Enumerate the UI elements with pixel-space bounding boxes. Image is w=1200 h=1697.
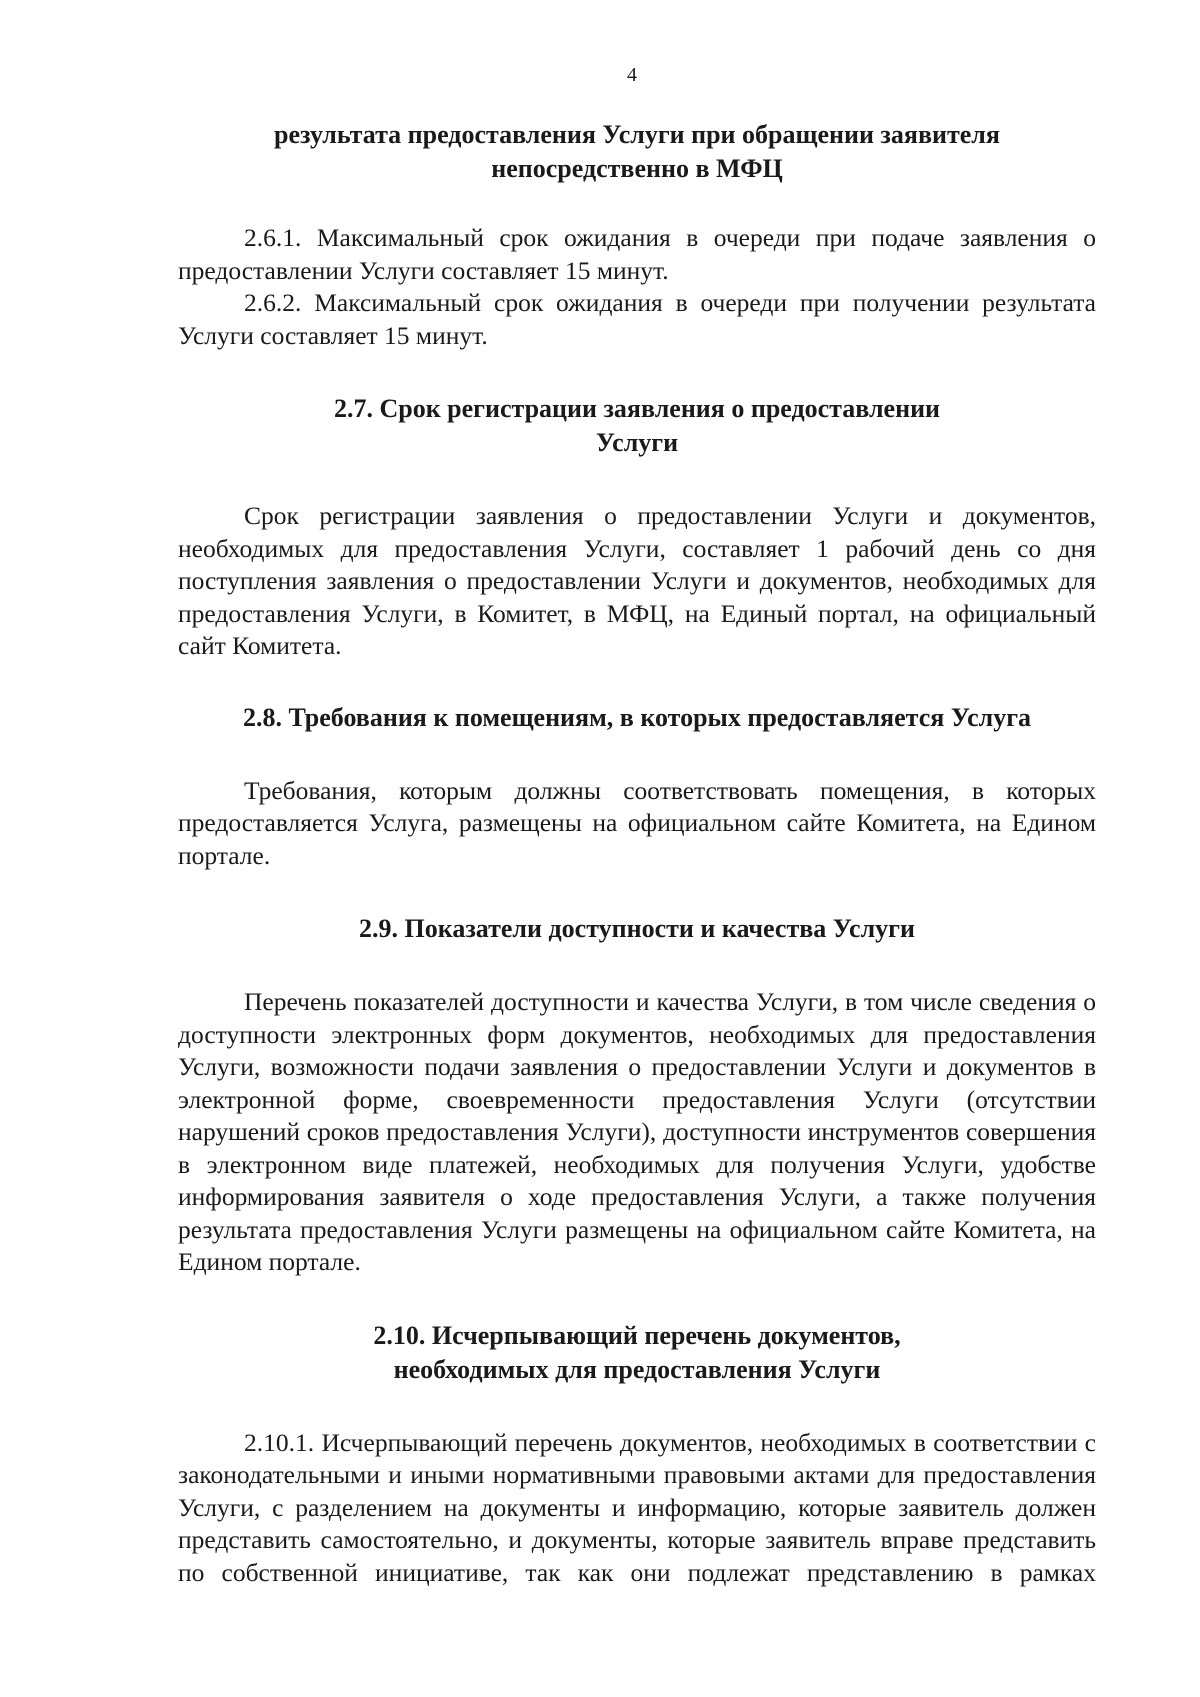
heading-line: Услуги (595, 428, 679, 457)
section-heading-2-6 (178, 118, 1096, 186)
section-heading-2-7 (178, 392, 1096, 460)
heading-line: 2.10. Исчерпывающий перечень документов, (373, 1320, 901, 1350)
section-2-7 (178, 392, 1096, 663)
heading-line: непосредственно в МФЦ (491, 154, 783, 183)
document-body (178, 118, 1096, 1589)
paragraph-2-7: Срок регистрации заявления о предоставлении Услуги и документов, необходимых для предоставления Услуги, составляет 1 рабочий день со дня поступления заявления о предоставлении Услуги и документов, необходимых для предоставления Услуги, в Комитет, в МФЦ, на Единый портал, на официальный сайт Комитета. (178, 501, 1096, 660)
heading-line: результата предоставления Услуги при обращении заявителя (274, 120, 1000, 149)
paragraph-2-6-2: 2.6.2. Максимальный срок ожидания в очереди при получении результата Услуги составляет 15 минут. (178, 288, 1096, 350)
section-2-9 (178, 912, 1096, 1279)
section-heading-2-8: 2.8. Требования к помещениям, в которых предоставляется Услуга (242, 702, 1032, 732)
paragraph-2-9: Перечень показателей доступности и качества Услуги, в том числе сведения о доступности электронных форм документов, необходимых для предоставления Услуги, возможности подачи заявления о предоставлении Услуги и документов в электронной форме, своевременности предоставления Услуги (отсутствии нарушений сроков предоставления Услуги), доступности инструментов совершения в электронном виде платежей, необходимых для получения Услуги, удобстве информирования заявителя о ходе предоставления Услуги, а также получения результата предоставления Услуги размещены на официальном сайте Комитета, на Едином портале. (178, 987, 1096, 1276)
section-2-6 (178, 118, 1096, 352)
page-number: 4 (627, 64, 637, 86)
heading-line: 2.7. Срок регистрации заявления о предоставлении (333, 394, 941, 423)
section-heading-2-10 (178, 1319, 1096, 1387)
section-2-10 (178, 1319, 1096, 1590)
section-heading-2-9: 2.9. Показатели доступности и качества Услуги (359, 914, 915, 943)
paragraph-2-6-1: 2.6.1. Максимальный срок ожидания в очереди при подаче заявления о предоставлении Услуги составляет 15 минут. (178, 223, 1096, 285)
paragraph-2-8: Требования, которым должны соответствовать помещения, в которых предоставляется Услуга, размещены на официальном сайте Комитета, на Едином портале. (178, 775, 1096, 870)
paragraph-2-10-1: 2.10.1. Исчерпывающий перечень документов, необходимых в соответствии с законодательными и иными нормативными правовыми актами для предоставления Услуги, с разделением на документы и информацию, которые заявитель должен представить самостоятельно, и документы, которые заявитель вправе представить по собственной инициативе, так как они подлежат представлению в рамках (178, 1427, 1096, 1587)
heading-line: необходимых для предоставления Услуги (393, 1354, 881, 1384)
section-2-8 (178, 701, 1096, 873)
